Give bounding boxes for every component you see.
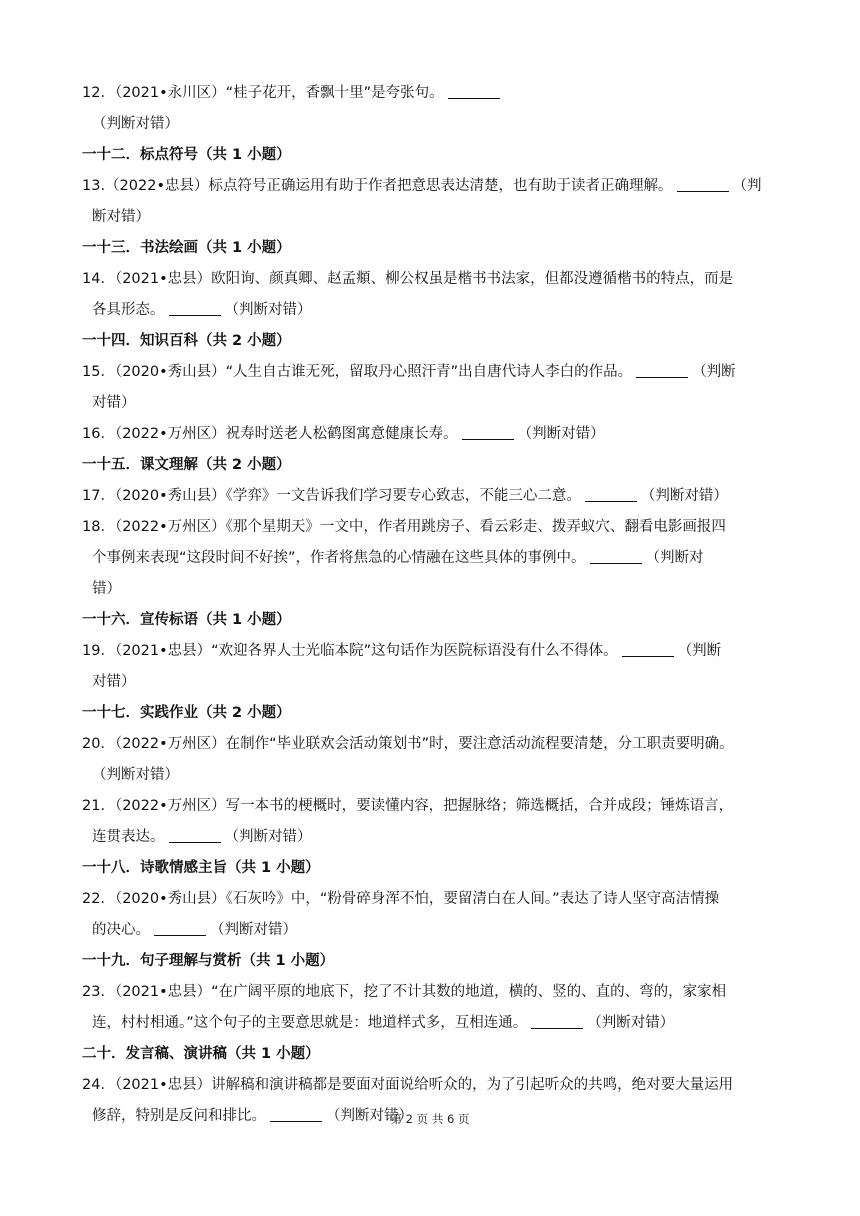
answer-blank[interactable]: [677, 177, 729, 192]
question-line: [82, 109, 782, 140]
question-line: [82, 791, 782, 822]
question-text: 12．（2021•永川区）“桂子花开，香飘十里”是夸张句。: [82, 85, 444, 101]
section-heading: 二十．发言稿、演讲稿（共 1 小题）: [82, 1046, 320, 1062]
question-text: 连，村村相通。”这个句子的主要意思就是：地道样式多，互相连通。: [92, 1015, 528, 1031]
question-text: 22．（2020•秀山县）《石灰吟》中，“粉骨碎身浑不怕，要留清白在人间。”表达了诗人坚守高洁情操: [82, 891, 720, 907]
question-item: [82, 357, 782, 419]
question-line: [82, 264, 782, 295]
question-text: 对错）: [92, 674, 136, 690]
question-text: 13.（2022•忠县）标点符号正确运用有助于作者把意思表达清楚，也有助于读者正确理解。: [82, 178, 673, 194]
answer-blank[interactable]: [590, 549, 642, 564]
section-heading: 一十七．实践作业（共 2 小题）: [82, 705, 291, 721]
answer-blank[interactable]: [169, 301, 221, 316]
question-line: [82, 1008, 782, 1039]
question-line: [82, 202, 782, 233]
question-line: [82, 78, 782, 109]
judge-hint: （判断对: [645, 550, 704, 566]
question-text: 对错）: [92, 395, 136, 411]
section-heading: 一十六．宣传标语（共 1 小题）: [82, 612, 291, 628]
question-item: [82, 171, 782, 233]
question-text: 15．（2020•秀山县）“人生自古谁无死，留取丹心照汗青”出自唐代诗人李白的作品。: [82, 364, 633, 380]
question-text: 18．（2022•万州区）《那个星期天》一文中，作者用跳房子、看云彩走、拨弄蚁穴、翻看电影画报四: [82, 519, 726, 535]
question-item: [82, 481, 782, 512]
question-line: [82, 357, 782, 388]
question-line: [82, 481, 782, 512]
judge-hint: （判断对错）: [210, 922, 297, 938]
question-item: [82, 512, 782, 605]
judge-hint: （判断对错）: [224, 302, 312, 318]
judge-hint: （判断对错）: [640, 488, 728, 504]
answer-blank[interactable]: [622, 642, 674, 657]
question-line: [82, 543, 782, 574]
question-text: 21．（2022•万州区）写一本书的梗概时，要读懂内容，把握脉络；筛选概括，合并成段；锤炼语言，: [82, 798, 734, 814]
question-item: [82, 78, 782, 140]
question-line: [82, 667, 782, 698]
question-text: （判断对错）: [92, 116, 179, 132]
question-line: [82, 822, 782, 853]
judge-hint: （判断对错）: [517, 426, 605, 442]
question-line: [82, 419, 782, 450]
judge-hint: （判断对错）: [326, 1108, 413, 1124]
answer-blank[interactable]: [169, 828, 221, 843]
question-item: [82, 791, 782, 853]
answer-blank[interactable]: [531, 1014, 583, 1029]
question-line: [82, 388, 782, 419]
judge-hint: （判断: [677, 643, 722, 659]
question-text: 各具形态。: [92, 302, 165, 318]
answer-blank[interactable]: [636, 363, 688, 378]
question-item: [82, 884, 782, 946]
question-item: [82, 977, 782, 1039]
question-text: 23．（2021•忠县）“在广阔平原的地底下，挖了不计其数的地道，横的、竖的、直的、弯的，家家相: [82, 984, 727, 1000]
section-heading: 一十三．书法绘画（共 1 小题）: [82, 240, 291, 256]
page-footer: 第 2 页 共 6 页: [390, 1112, 470, 1126]
question-line: [82, 171, 782, 202]
question-text: 的决心。: [92, 922, 150, 938]
question-text: 错）: [92, 581, 121, 597]
judge-hint: （判断对错）: [587, 1015, 675, 1031]
question-line: [82, 1070, 782, 1101]
question-line: [82, 977, 782, 1008]
question-line: [82, 915, 782, 946]
question-item: [82, 729, 782, 791]
question-line: [82, 574, 782, 605]
section-heading: 一十二．标点符号（共 1 小题）: [82, 147, 291, 163]
question-text: 连贯表达。: [92, 829, 165, 845]
question-text: 20．（2022•万州区）在制作“毕业联欢会活动策划书”时，要注意活动流程要清楚，分工职责要明确。: [82, 736, 734, 752]
question-text: 修辞，特别是反问和排比。: [92, 1108, 266, 1124]
judge-hint: （判断: [692, 364, 736, 380]
section-heading: 一十八．诗歌情感主旨（共 1 小题）: [82, 860, 320, 876]
judge-hint: （判断对错）: [224, 829, 312, 845]
answer-blank[interactable]: [154, 921, 206, 936]
question-text: 14．（2021•忠县）欧阳询、颜真卿、赵孟頫、柳公权虽是楷书书法家，但都没遵循楷书的特点，而是: [82, 271, 734, 287]
answer-blank[interactable]: [448, 84, 500, 99]
section-heading: 一十九．句子理解与赏析（共 1 小题）: [82, 953, 335, 969]
question-line: [82, 512, 782, 543]
question-list: [82, 78, 782, 1132]
answer-blank[interactable]: [585, 487, 637, 502]
question-text: 24．（2021•忠县）讲解稿和演讲稿都是要面对面说给听众的，为了引起听众的共鸣，绝对要大量运用: [82, 1077, 734, 1093]
question-text: 个事例来表现“这段时间不好挨”，作者将焦急的心情融在这些具体的事例中。: [92, 550, 586, 566]
question-item: [82, 264, 782, 326]
section-heading: 一十五．课文理解（共 2 小题）: [82, 457, 291, 473]
section-heading: 一十四．知识百科（共 2 小题）: [82, 333, 291, 349]
question-line: [82, 295, 782, 326]
judge-hint: （判: [732, 178, 762, 194]
question-item: [82, 636, 782, 698]
question-text: 16．（2022•万州区）祝寿时送老人松鹤图寓意健康长寿。: [82, 426, 458, 442]
question-text: 19．（2021•忠县）“欢迎各界人士光临本院”这句话作为医院标语没有什么不得体。: [82, 643, 618, 659]
question-line: [82, 884, 782, 915]
question-text: 17．（2020•秀山县）《学弈》一文告诉我们学习要专心致志，不能三心二意。: [82, 488, 581, 504]
question-line: [82, 636, 782, 667]
question-text: 断对错）: [92, 209, 150, 225]
question-text: （判断对错）: [92, 767, 179, 783]
question-item: [82, 419, 782, 450]
question-line: [82, 760, 782, 791]
question-line: [82, 729, 782, 760]
answer-blank[interactable]: [462, 425, 514, 440]
